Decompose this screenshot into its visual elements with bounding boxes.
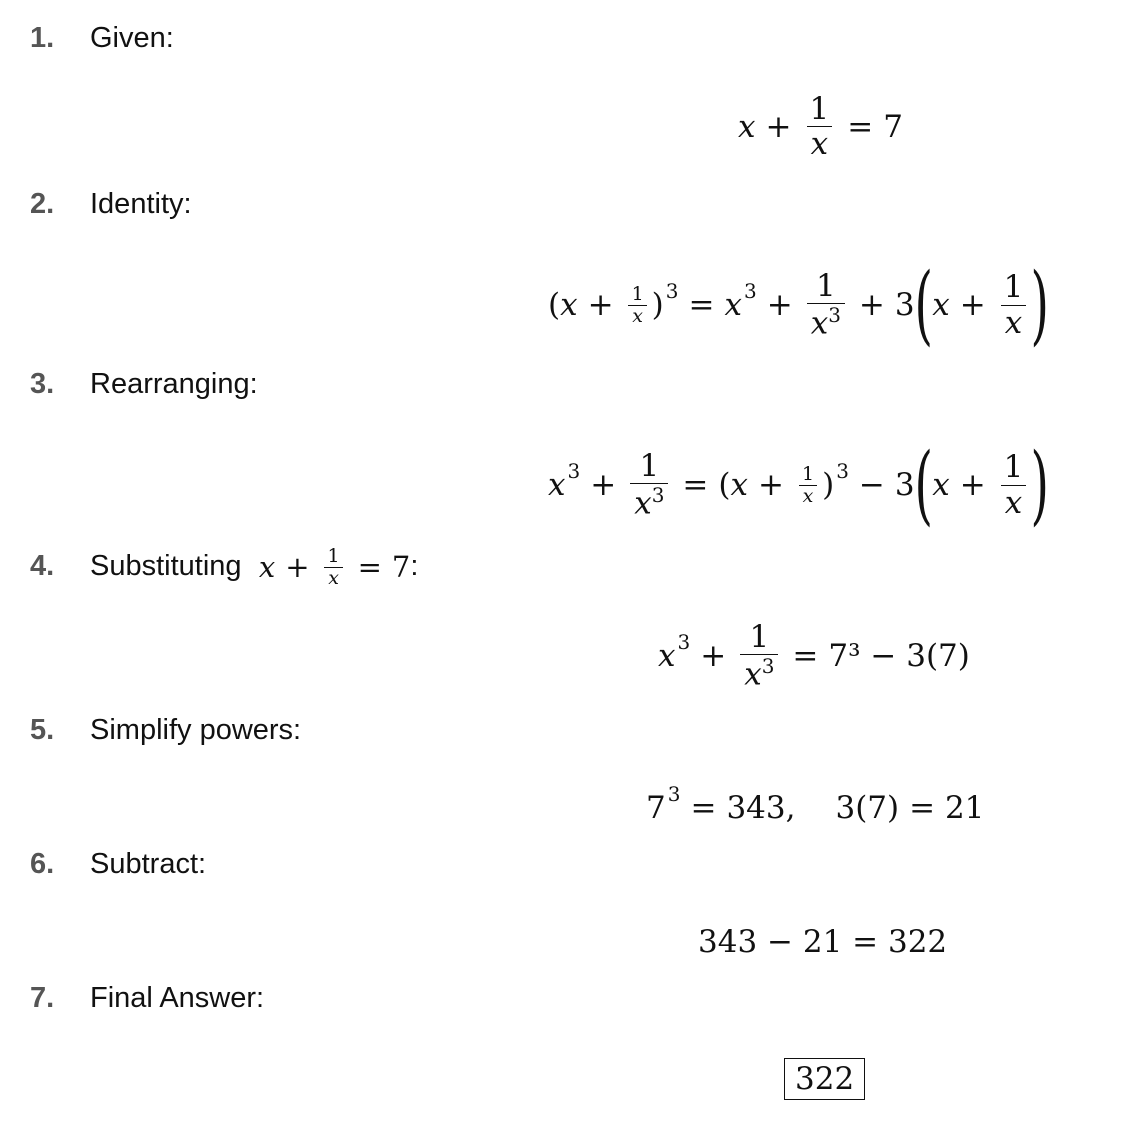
step-3 [30,366,258,402]
step-5 [30,712,301,748]
step-number: 4. [30,550,55,583]
step-number: 7. [30,982,55,1014]
equation-rearranging: x 3 + $\frac{1}{x^3}$ = ( x + $\frac{1}{x}$ ) 3 − 3 ( x + $\frac{1}{x}$ ) [548,435,1050,535]
substituted-rhs: 7³ − 3(7) [828,637,970,674]
step-number: 6. [30,848,55,880]
step-4-inline-math: x + $\frac{1}{x}$ = 7 [258,545,411,589]
step-4 [30,546,418,589]
given-value: 7 [883,108,903,145]
step-label: Subtract: [90,848,207,880]
step-label: Rearranging: [90,368,258,400]
equation-identity: ( x + $\frac{1}{x}$ ) 3 = x 3 + $\frac{1}{x^3}$ + 3 ( x + $\frac{1}{x}$ ) [548,255,1050,355]
step-label: Final Answer: [90,982,265,1014]
equation-given: x + $\frac{1}{x}$ = 7 [738,91,903,163]
step-number: 5. [30,714,55,746]
step-number: 1. [30,22,55,54]
step-7 [30,980,264,1016]
step-label: Given: [90,22,174,54]
step-label: Identity: [90,188,192,220]
powers-value-a: 343, [726,790,796,826]
final-answer-box [784,1058,865,1100]
final-answer: 322 [784,1058,865,1100]
step-number: 2. [30,188,55,220]
step-6 [30,846,206,882]
step-2 [30,186,192,222]
equation-subtract [698,924,947,960]
equation-substituted: x 3 + $\frac{1}{x^3}$ = 7³ − 3(7) [658,619,970,693]
step-label: Substituting [90,550,242,583]
step-4-value: 7 [391,550,411,585]
step-1 [30,20,174,56]
subtract-expression: 343 − 21 = 322 [698,924,948,960]
step-4-colon: : [410,550,419,583]
powers-value-b: = 21 [909,790,985,826]
step-label: Simplify powers: [90,714,302,746]
equation-powers: 7 3 = 343, 3(7) = 21 [646,782,985,826]
step-number: 3. [30,368,55,400]
